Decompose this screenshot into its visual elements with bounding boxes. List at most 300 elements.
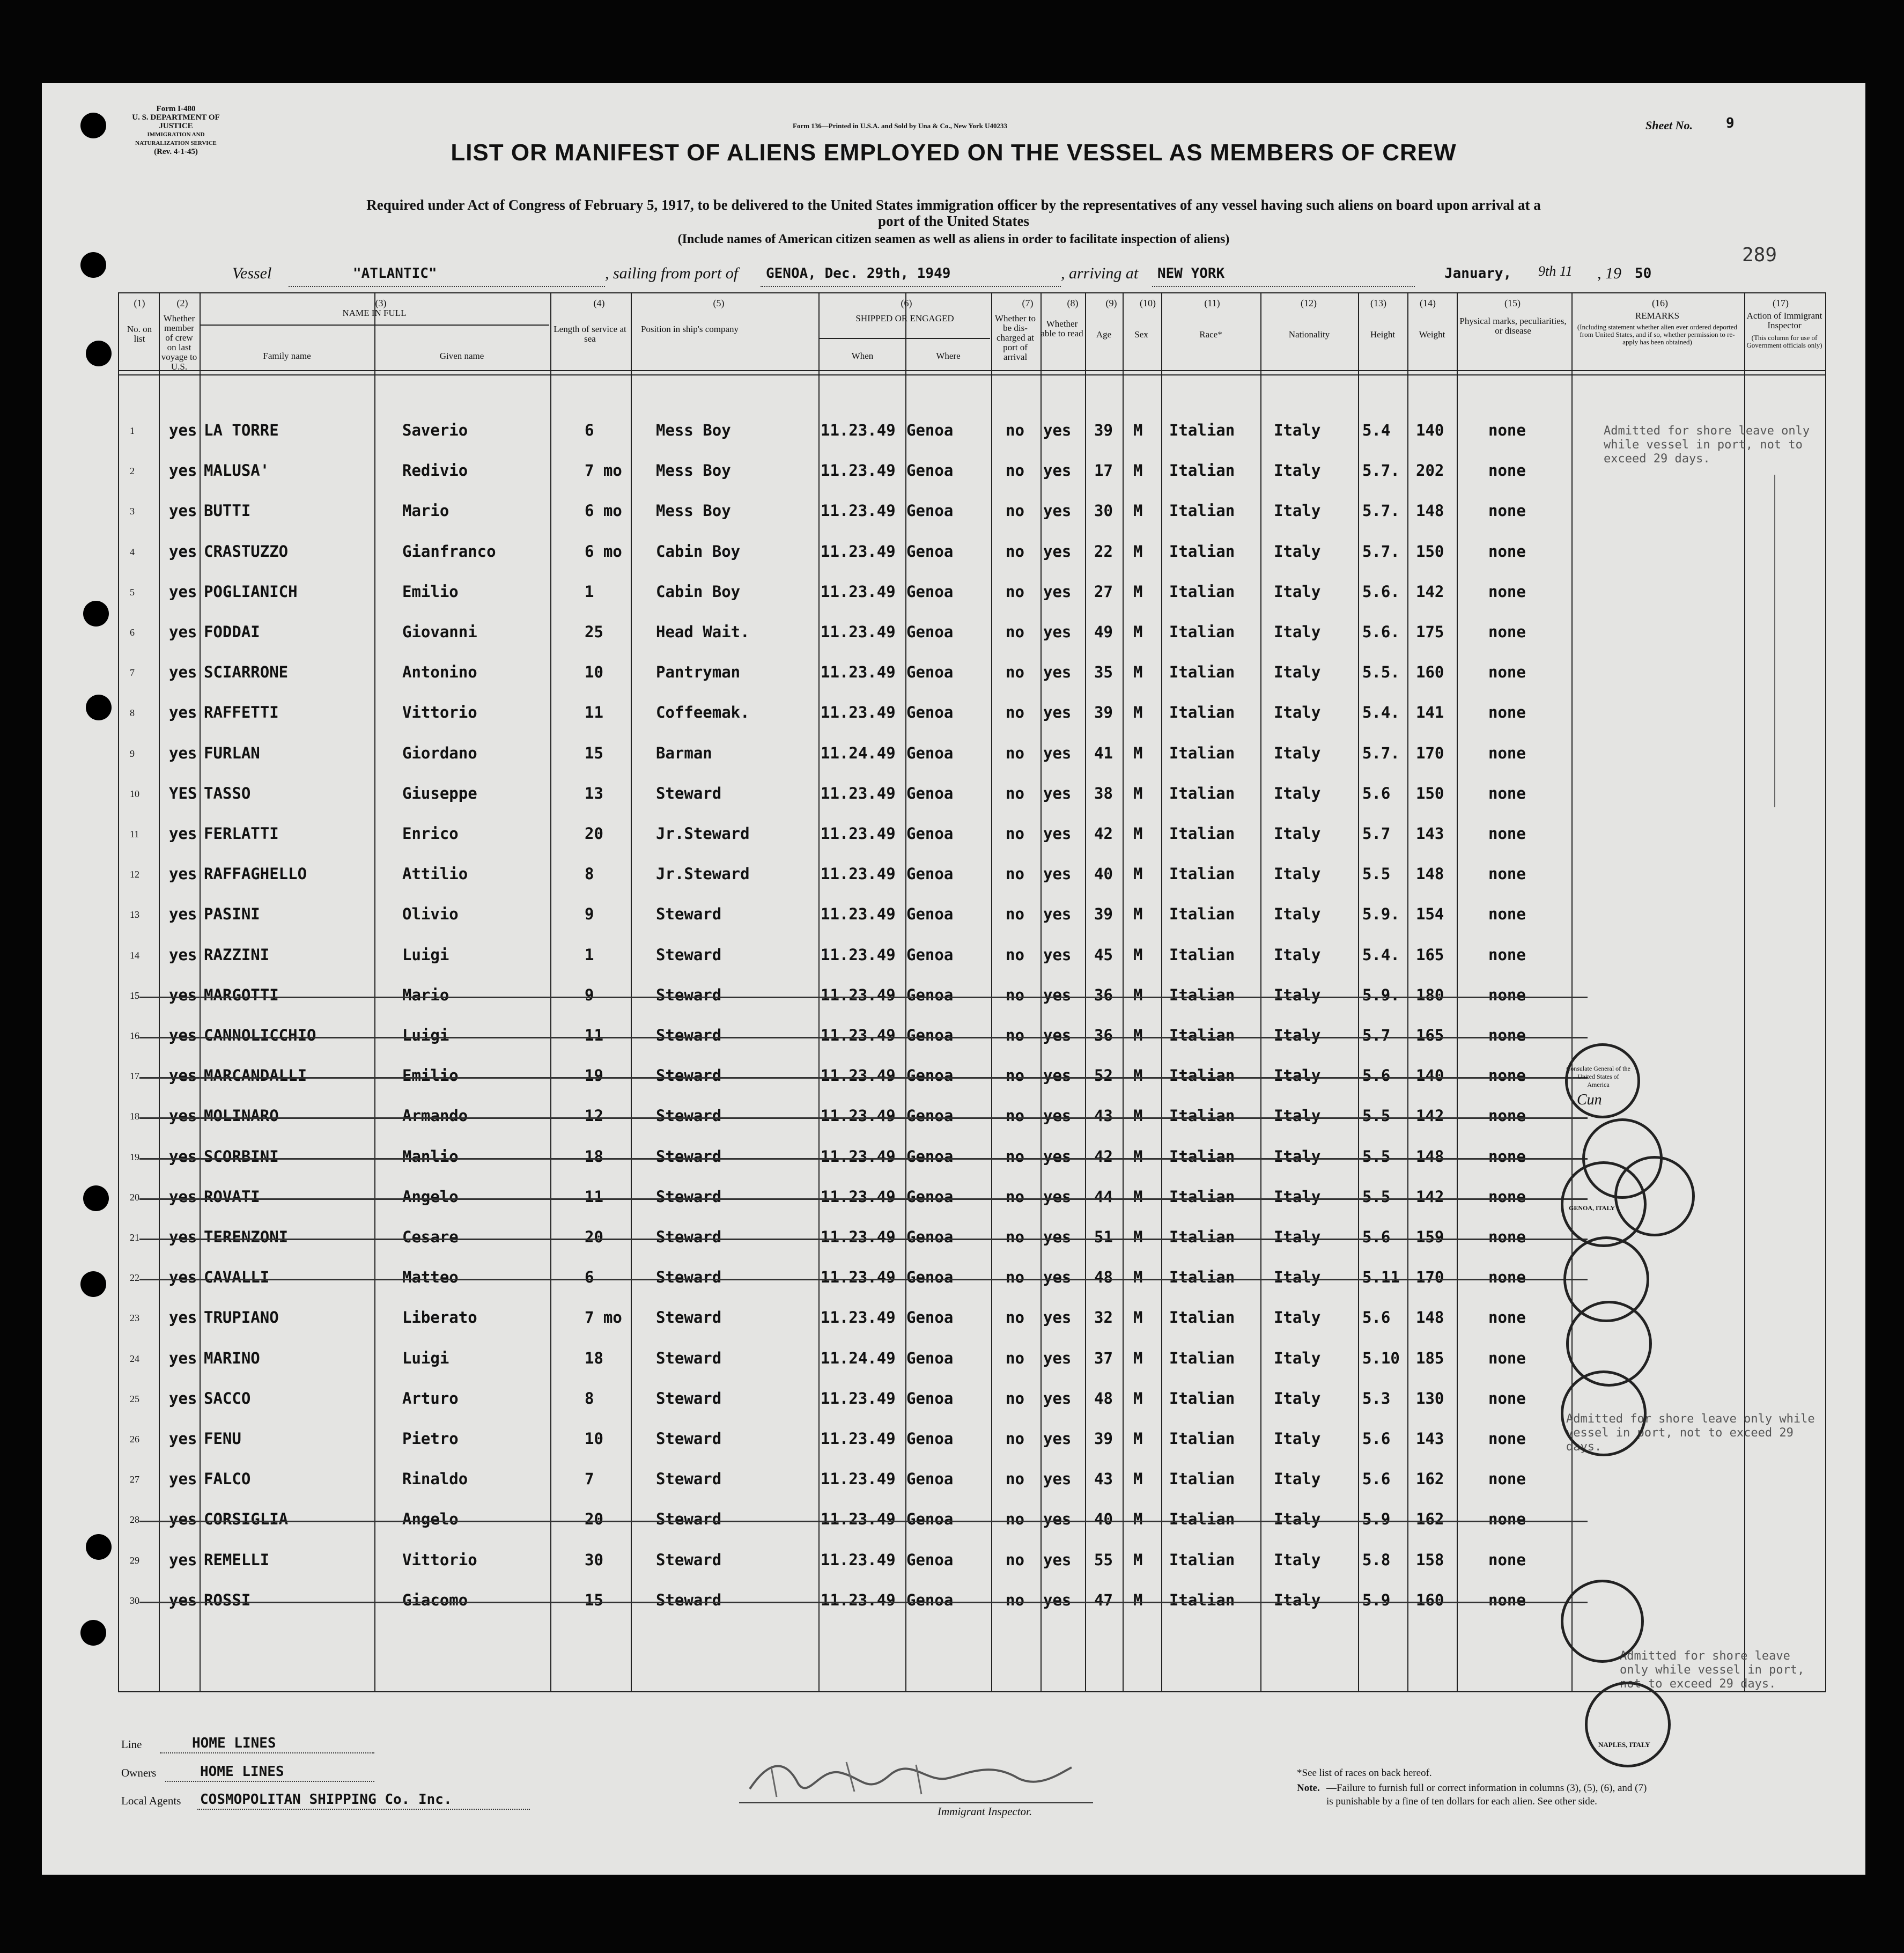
cell-race: Italian [1169,582,1235,601]
cell-sex: M [1133,1590,1143,1609]
cell-row-number: 8 [130,707,135,719]
table-row [118,583,1571,604]
cell-row-number: 15 [130,990,139,1001]
consulate-stamp [1585,1682,1671,1767]
cell-family-name: MARCANDALLI [204,1066,307,1085]
cell-height: 5.4 [1362,421,1391,439]
cell-nationality: Italy [1274,1107,1321,1125]
requirement-note: (Include names of American citizen seamen as well as aliens in order to facilitate inspection of aliens) [677,232,1230,246]
cell-able-to-read: yes [1043,1308,1072,1327]
cell-shipped-where: Genoa [906,1066,954,1085]
cell-sex: M [1133,1187,1143,1206]
cell-nationality: Italy [1274,502,1321,520]
cell-race: Italian [1169,945,1235,964]
cell-shipped-when: 11.23.49 [821,1590,896,1609]
cell-given-name: Pietro [402,1429,459,1448]
cell-age: 40 [1094,1510,1113,1529]
inspector-signature [739,1746,1082,1805]
cell-prev-voyage: yes [169,1429,197,1448]
cell-race: Italian [1169,1066,1235,1085]
cell-service-length: 1 [585,582,594,601]
cell-shipped-where: Genoa [906,1107,954,1125]
shipped-subheader-line [820,338,990,339]
cell-able-to-read: yes [1043,582,1072,601]
cell-family-name: TRUPIANO [204,1308,279,1327]
colnum-14: (14) [1420,298,1436,308]
cell-sex: M [1133,703,1143,722]
cell-race: Italian [1169,1510,1235,1529]
cell-able-to-read: yes [1043,1389,1072,1407]
cell-physical-marks: none [1488,1268,1526,1287]
cell-shipped-where: Genoa [906,1550,954,1569]
binder-hole [86,341,112,366]
cell-position: Steward [656,1348,722,1367]
cell-discharged: no [1006,784,1024,802]
cell-family-name: FURLAN [204,743,260,762]
table-row [118,1349,1571,1370]
vessel-underline [289,286,605,287]
cell-height: 5.6. [1362,623,1400,641]
cell-shipped-where: Genoa [906,663,954,682]
cell-discharged: no [1006,461,1024,480]
cell-weight: 148 [1416,865,1444,883]
cell-sex: M [1133,1510,1143,1529]
cell-family-name: SACCO [204,1389,251,1407]
cell-service-length: 12 [585,1107,603,1125]
cell-age: 42 [1094,1147,1113,1166]
cell-shipped-when: 11.23.49 [821,824,896,843]
cell-nationality: Italy [1274,623,1321,641]
cell-service-length: 7 mo [585,461,622,480]
cell-physical-marks: none [1488,1470,1526,1488]
cell-sex: M [1133,1268,1143,1287]
cell-row-number: 1 [130,425,135,436]
table-row [118,1470,1571,1491]
binder-hole [86,1534,112,1560]
cell-able-to-read: yes [1043,824,1072,843]
cell-service-length: 10 [585,663,603,682]
note-text-2: is punishable by a fine of ten dollars for each alien. See other side. [1326,1796,1597,1807]
cell-height: 5.7. [1362,502,1400,520]
cell-service-length: 9 [585,985,594,1004]
cell-given-name: Emilio [402,1066,459,1085]
cell-age: 45 [1094,945,1113,964]
cell-physical-marks: none [1488,542,1526,561]
cell-row-number: 28 [130,1514,139,1525]
table-row [118,461,1571,483]
header-race: Race* [1199,329,1222,340]
cell-row-number: 11 [130,829,139,839]
cell-row-number: 7 [130,667,135,679]
page-number: 289 [1742,244,1777,266]
table-row [118,744,1571,765]
cell-age: 43 [1094,1107,1113,1125]
header-sex: Sex [1134,329,1148,340]
cell-row-number: 21 [130,1232,139,1243]
cell-prev-voyage: yes [169,1187,197,1206]
cell-height: 5.6 [1362,1308,1391,1327]
cell-physical-marks: none [1488,1066,1526,1085]
consulate-stamp [1561,1580,1644,1663]
requirement-text-2: port of the United States [878,213,1029,229]
races-note: *See list of races on back hereof. [1297,1767,1432,1779]
cell-discharged: no [1006,1066,1024,1085]
cell-prev-voyage: yes [169,1470,197,1488]
cell-discharged: no [1006,1268,1024,1287]
cell-physical-marks: none [1488,1550,1526,1569]
cell-service-length: 10 [585,1429,603,1448]
vessel-label: Vessel [232,264,272,282]
cell-physical-marks: none [1488,1107,1526,1125]
cell-family-name: RAZZINI [204,945,270,964]
colnum-11: (11) [1204,298,1220,308]
cell-sex: M [1133,1550,1143,1569]
cell-shipped-when: 11.23.49 [821,703,896,722]
strike-line [139,1521,1588,1522]
cell-family-name: SCIARRONE [204,663,289,682]
cell-physical-marks: none [1488,945,1526,964]
cell-service-length: 9 [585,905,594,924]
cell-weight: 143 [1416,824,1444,843]
cell-height: 5.7 [1362,824,1391,843]
header-remarks: REMARKS [1635,311,1680,321]
owners-value: HOME LINES [200,1764,284,1780]
cell-able-to-read: yes [1043,1510,1072,1529]
cell-shipped-when: 11.23.49 [821,1550,896,1569]
cell-discharged: no [1006,865,1024,883]
stamp-initials: Cun [1577,1092,1602,1108]
line-label: Line [121,1738,142,1751]
cell-age: 32 [1094,1308,1113,1327]
cell-position: Steward [656,945,722,964]
cell-nationality: Italy [1274,945,1321,964]
cell-row-number: 12 [130,869,139,880]
remark-shore-leave-3: Admitted for shore leave only while vessel in port, not to exceed 29 days. [1620,1649,1805,1691]
cell-height: 5.3 [1362,1389,1391,1407]
cell-race: Italian [1169,663,1235,682]
cell-race: Italian [1169,1107,1235,1125]
cell-position: Coffeemak. [656,703,750,722]
cell-height: 5.10 [1362,1348,1400,1367]
colnum-8: (8) [1067,298,1079,308]
cell-nationality: Italy [1274,1590,1321,1609]
cell-prev-voyage: yes [169,1550,197,1569]
cell-nationality: Italy [1274,824,1321,843]
cell-age: 42 [1094,824,1113,843]
cell-age: 35 [1094,663,1113,682]
cell-given-name: Giovanni [402,623,477,641]
arrival-port: NEW YORK [1157,266,1225,282]
cell-family-name: LA TORRE [204,421,279,439]
cell-nationality: Italy [1274,1187,1321,1206]
cell-prev-voyage: yes [169,1147,197,1166]
cell-given-name: Mario [402,502,449,520]
cell-nationality: Italy [1274,663,1321,682]
cell-able-to-read: yes [1043,502,1072,520]
header-able-to-read: Whether able to read [1040,319,1083,338]
cell-family-name: MALUSA' [204,461,270,480]
cell-row-number: 24 [130,1353,139,1364]
cell-age: 38 [1094,784,1113,802]
cell-height: 5.9 [1362,1510,1391,1529]
cell-position: Steward [656,1066,722,1085]
cell-weight: 162 [1416,1510,1444,1529]
cell-shipped-where: Genoa [906,623,954,641]
cell-given-name: Gianfranco [402,542,496,561]
cell-row-number: 30 [130,1595,139,1606]
cell-physical-marks: none [1488,1429,1526,1448]
cell-service-length: 11 [585,703,603,722]
header-nationality: Nationality [1288,329,1330,340]
cell-shipped-where: Genoa [906,1429,954,1448]
cell-height: 5.6 [1362,1470,1391,1488]
cell-family-name: CORSIGLIA [204,1510,289,1529]
cell-family-name: SCORBINI [204,1147,279,1166]
header-shipped-engaged: SHIPPED OR ENGAGED [855,313,954,323]
table-row [118,421,1571,443]
cell-age: 48 [1094,1389,1113,1407]
cell-weight: 140 [1416,421,1444,439]
cell-race: Italian [1169,1429,1235,1448]
cell-sex: M [1133,502,1143,520]
cell-race: Italian [1169,461,1235,480]
cell-family-name: MARINO [204,1348,260,1367]
cell-weight: 141 [1416,703,1444,722]
cell-shipped-when: 11.23.49 [821,1066,896,1085]
cell-discharged: no [1006,582,1024,601]
cell-physical-marks: none [1488,1510,1526,1529]
cell-nationality: Italy [1274,1389,1321,1407]
cell-nationality: Italy [1274,1066,1321,1085]
arrival-date: January, [1444,266,1512,282]
cell-row-number: 25 [130,1393,139,1404]
cell-family-name: BUTTI [204,502,251,520]
cell-sex: M [1133,542,1143,561]
inspector-label: Immigrant Inspector. [938,1805,1032,1818]
cell-row-number: 13 [130,909,139,920]
table-row [118,1389,1571,1411]
cell-discharged: no [1006,1470,1024,1488]
column-rule [1744,292,1745,1692]
strike-line [139,1279,1588,1280]
name-subheader-line [200,325,549,326]
cell-race: Italian [1169,502,1235,520]
cell-shipped-where: Genoa [906,1187,954,1206]
cell-discharged: no [1006,1187,1024,1206]
cell-position: Jr.Steward [656,865,750,883]
cell-height: 5.5. [1362,663,1400,682]
cell-given-name: Matteo [402,1268,459,1287]
table-row [118,824,1571,846]
stamp-text-consulate: Consulate General of the United States of America [1566,1065,1630,1088]
cell-given-name: Redivio [402,461,468,480]
arrival-underline [1152,286,1415,287]
cell-able-to-read: yes [1043,985,1072,1004]
cell-shipped-when: 11.23.49 [821,1510,896,1529]
cell-service-length: 6 [585,1268,594,1287]
cell-age: 30 [1094,502,1113,520]
cell-physical-marks: none [1488,743,1526,762]
cell-able-to-read: yes [1043,1268,1072,1287]
cell-position: Mess Boy [656,461,731,480]
sheet-label: Sheet No. [1645,119,1693,132]
cell-weight: 148 [1416,1308,1444,1327]
binder-hole [80,113,106,138]
cell-position: Steward [656,1389,722,1407]
cell-position: Steward [656,1429,722,1448]
cell-shipped-where: Genoa [906,1389,954,1407]
cell-row-number: 23 [130,1313,139,1324]
cell-family-name: ROVATI [204,1187,260,1206]
cell-row-number: 16 [130,1030,139,1041]
cell-shipped-where: Genoa [906,865,954,883]
binder-hole [80,252,106,278]
cell-race: Italian [1169,1550,1235,1569]
cell-shipped-where: Genoa [906,743,954,762]
cell-prev-voyage: yes [169,1228,197,1246]
cell-physical-marks: none [1488,1147,1526,1166]
cell-row-number: 9 [130,748,135,759]
cell-weight: 142 [1416,582,1444,601]
cell-prev-voyage: yes [169,1107,197,1125]
sailing-label: , sailing from port of [605,264,739,282]
cell-race: Italian [1169,623,1235,641]
cell-prev-voyage: YES [169,784,197,802]
cell-physical-marks: none [1488,905,1526,924]
cell-position: Barman [656,743,712,762]
cell-discharged: no [1006,1228,1024,1246]
cell-weight: 148 [1416,502,1444,520]
cell-weight: 143 [1416,1429,1444,1448]
cell-weight: 142 [1416,1187,1444,1206]
cell-age: 49 [1094,623,1113,641]
cell-position: Steward [656,1590,722,1609]
cell-height: 5.5 [1362,865,1391,883]
cell-able-to-read: yes [1043,1470,1072,1488]
cell-position: Jr.Steward [656,824,750,843]
cell-discharged: no [1006,1147,1024,1166]
cell-service-length: 13 [585,784,603,802]
cell-sex: M [1133,1389,1143,1407]
cell-shipped-when: 11.23.49 [821,461,896,480]
colnum-10: (10) [1140,298,1156,308]
cell-race: Italian [1169,1228,1235,1246]
cell-family-name: TERENZONI [204,1228,289,1246]
cell-row-number: 22 [130,1272,139,1284]
cell-physical-marks: none [1488,1026,1526,1044]
line-underline [160,1752,374,1753]
cell-age: 40 [1094,865,1113,883]
cell-height: 5.7. [1362,542,1400,561]
cell-service-length: 25 [585,623,603,641]
cell-position: Mess Boy [656,502,731,520]
cell-sex: M [1133,1026,1143,1044]
cell-weight: 185 [1416,1348,1444,1367]
cell-prev-voyage: yes [169,582,197,601]
cell-physical-marks: none [1488,1389,1526,1407]
cell-given-name: Vittorio [402,703,477,722]
colnum-4: (4) [593,298,605,308]
cell-discharged: no [1006,1308,1024,1327]
cell-row-number: 29 [130,1554,139,1566]
cell-row-number: 27 [130,1474,139,1485]
cell-nationality: Italy [1274,542,1321,561]
cell-age: 36 [1094,1026,1113,1044]
pencil-line [1774,475,1775,807]
cell-prev-voyage: yes [169,502,197,520]
cell-nationality: Italy [1274,421,1321,439]
cell-discharged: no [1006,945,1024,964]
cell-physical-marks: none [1488,421,1526,439]
cell-sex: M [1133,421,1143,439]
cell-able-to-read: yes [1043,1348,1072,1367]
cell-height: 5.7. [1362,461,1400,480]
cell-row-number: 3 [130,506,135,517]
cell-prev-voyage: yes [169,703,197,722]
cell-shipped-where: Genoa [906,461,954,480]
cell-height: 5.9. [1362,985,1400,1004]
cell-row-number: 19 [130,1151,139,1162]
cell-position: Steward [656,784,722,802]
cell-discharged: no [1006,1429,1024,1448]
cell-prev-voyage: yes [169,663,197,682]
cell-shipped-when: 11.23.49 [821,1147,896,1166]
cell-nationality: Italy [1274,1147,1321,1166]
binder-hole [86,695,112,720]
cell-height: 5.5 [1362,1187,1391,1206]
cell-family-name: RAFFETTI [204,703,279,722]
cell-shipped-where: Genoa [906,1470,954,1488]
cell-shipped-when: 11.23.49 [821,865,896,883]
cell-shipped-where: Genoa [906,1510,954,1529]
colnum-5: (5) [713,298,725,308]
cell-row-number: 18 [130,1111,139,1122]
cell-given-name: Armando [402,1107,468,1125]
stamp-text-naples: NAPLES, ITALY [1598,1741,1650,1749]
cell-given-name: Luigi [402,945,449,964]
cell-physical-marks: none [1488,824,1526,843]
cell-able-to-read: yes [1043,784,1072,802]
cell-nationality: Italy [1274,582,1321,601]
cell-prev-voyage: yes [169,542,197,561]
cell-race: Italian [1169,824,1235,843]
cell-service-length: 6 mo [585,502,622,520]
cell-prev-voyage: yes [169,985,197,1004]
cell-nationality: Italy [1274,784,1321,802]
cell-shipped-when: 11.23.49 [821,1228,896,1246]
cell-service-length: 8 [585,1389,594,1407]
year-suffix: 50 [1635,266,1652,282]
cell-row-number: 17 [130,1071,139,1082]
cell-prev-voyage: yes [169,461,197,480]
cell-discharged: no [1006,542,1024,561]
cell-shipped-when: 11.23.49 [821,502,896,520]
header-length-service: Length of service at sea [554,324,626,344]
table-row [118,784,1571,806]
binder-hole [83,1185,109,1211]
table-row [118,1308,1571,1330]
cell-shipped-where: Genoa [906,1590,954,1609]
binder-hole [80,1271,106,1297]
cell-able-to-read: yes [1043,905,1072,924]
cell-discharged: no [1006,1590,1024,1609]
cell-able-to-read: yes [1043,1107,1072,1125]
cell-nationality: Italy [1274,905,1321,924]
cell-shipped-where: Genoa [906,1026,954,1044]
cell-service-length: 19 [585,1066,603,1085]
colnum-15: (15) [1504,298,1521,308]
header-remarks-note: (Including statement whether alien ever ordered deported from United States, and if so, whether permission to re-apply has been obtained) [1577,323,1738,346]
